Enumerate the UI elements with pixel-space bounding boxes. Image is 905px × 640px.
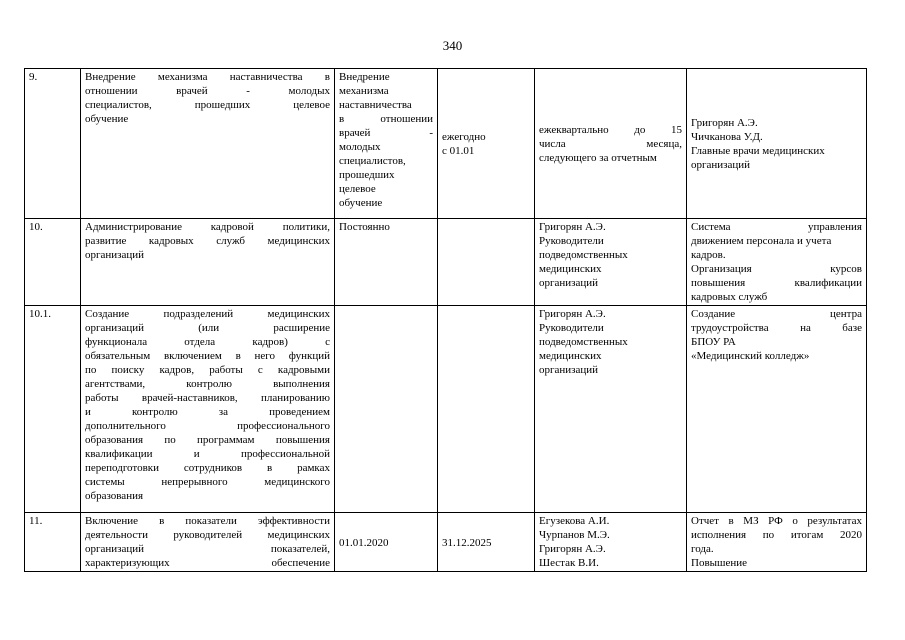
text-line: Григорян А.Э. <box>539 543 606 555</box>
result-cell <box>335 513 438 572</box>
action-cell <box>81 306 335 513</box>
text-line: образования по программам повышения <box>85 434 330 446</box>
end-date-cell <box>535 219 687 306</box>
text-line: Включение в показатели эффективности <box>85 515 330 527</box>
text-line: Чурпанов М.Э. <box>539 529 610 541</box>
text-line: «Медицинский колледж» <box>691 350 810 362</box>
text-line: трудоустройства на базе <box>691 322 862 334</box>
text-line: специалистов, <box>339 155 406 167</box>
text-line: организаций <box>539 277 599 289</box>
text-line: развитие кадровых служб медицинских <box>85 235 330 247</box>
text-line: медицинских <box>539 350 602 362</box>
text-line: числа месяца, <box>539 138 682 150</box>
text-line: ежегодно <box>442 131 486 143</box>
text-line: 01.01.2020 <box>339 536 389 549</box>
action-cell <box>81 513 335 572</box>
text-line: движением персонала и учета <box>691 235 832 247</box>
responsible-cell <box>687 306 867 513</box>
text-line: Создание подразделений медицинских <box>85 308 330 320</box>
text-line: следующего за отчетным <box>539 152 657 164</box>
text-line: подведомственных <box>539 249 628 261</box>
text-line: работы врачей-наставников, планированию <box>85 392 330 404</box>
page-number: 340 <box>442 38 463 53</box>
text-line: Внедрение механизма наставничества в <box>85 71 330 83</box>
text-line: медицинских <box>539 263 602 275</box>
text-line: обучение <box>339 197 383 209</box>
text-line: 31.12.2025 <box>442 536 492 549</box>
responsible-cell <box>687 219 867 306</box>
text-line: обучение <box>85 113 129 125</box>
text-line: ежеквартально до 15 <box>539 124 682 136</box>
text-line: Система управления <box>691 221 862 233</box>
text-line: врачей - <box>339 127 433 139</box>
row-number: 10. <box>25 219 81 306</box>
text-line: в отношении <box>339 113 433 125</box>
text-line: дополнительного профессионального <box>85 420 330 432</box>
end-date-cell <box>535 513 687 572</box>
text-line: кадровых служб <box>691 291 768 303</box>
text-line: организаций <box>539 364 599 376</box>
text-line: Главные врачи медицинских <box>691 145 825 157</box>
text-line: прошедших <box>339 169 395 181</box>
text-line: Отчет в МЗ РФ о результатах <box>691 515 862 527</box>
text-line: организаций показателей, <box>85 543 330 555</box>
text-line: Администрирование кадровой политики, <box>85 221 330 233</box>
text-line: квалификации и профессиональной <box>85 448 330 460</box>
responsible-cell <box>687 513 867 572</box>
table-row <box>25 219 867 306</box>
text-line: по поиску кадров, работы с кадровыми <box>85 364 330 376</box>
result-cell <box>335 306 438 513</box>
text-line: наставничества <box>339 99 412 111</box>
end-date-cell <box>535 69 687 219</box>
text-line: отношении врачей - молодых <box>85 85 330 97</box>
text-line: подведомственных <box>539 336 628 348</box>
text-line: Шестак В.И. <box>539 557 599 569</box>
text-line: Создание центра <box>691 308 862 320</box>
text-line: организаций <box>85 249 145 261</box>
responsible-cell <box>687 69 867 219</box>
text-line: Егузекова А.И. <box>539 515 610 527</box>
text-line: Григорян А.Э. <box>539 308 606 320</box>
text-line: кадров. <box>691 249 726 261</box>
result-cell <box>335 69 438 219</box>
table-row <box>25 69 867 219</box>
text-line: Чичканова У.Д. <box>691 131 763 143</box>
text-line: Григорян А.Э. <box>691 117 758 129</box>
text-line: повышения квалификации <box>691 277 862 289</box>
text-line: механизма <box>339 85 389 97</box>
text-line: года. <box>691 543 714 555</box>
plan-table <box>24 68 867 572</box>
row-number: 11. <box>25 513 81 572</box>
start-date-cell <box>438 513 535 572</box>
text-line: Постоянно <box>339 221 390 233</box>
table-row <box>25 306 867 513</box>
action-cell <box>81 69 335 219</box>
text-line: Руководители <box>539 235 604 247</box>
table-row <box>25 513 867 572</box>
text-line: системы непрерывного медицинского <box>85 476 330 488</box>
text-line: организаций (или расширение <box>85 322 330 334</box>
end-date-cell <box>535 306 687 513</box>
result-cell <box>335 219 438 306</box>
text-line: БПОУ РА <box>691 336 736 348</box>
text-line: молодых <box>339 141 381 153</box>
text-line: функционала отдела кадров) с <box>85 336 330 348</box>
start-date-cell <box>438 306 535 513</box>
text-line: образования <box>85 490 144 502</box>
text-line: специалистов, прошедших целевое <box>85 99 330 111</box>
row-number: 10.1. <box>25 306 81 513</box>
text-line: деятельности руководителей медицинских <box>85 529 330 541</box>
text-line: Руководители <box>539 322 604 334</box>
text-line: исполнения по итогам 2020 <box>691 529 862 541</box>
text-line: и контролю за проведением <box>85 406 330 418</box>
row-number: 9. <box>25 69 81 219</box>
text-line: агентствами, контролю выполнения <box>85 378 330 390</box>
text-line: Повышение <box>691 557 748 569</box>
text-line: Внедрение <box>339 71 390 83</box>
text-line: обязательным включением в него функций <box>85 350 330 362</box>
start-date-cell <box>438 69 535 219</box>
start-date-cell <box>438 219 535 306</box>
text-line: Григорян А.Э. <box>539 221 606 233</box>
text-line: Организация курсов <box>691 263 862 275</box>
action-cell <box>81 219 335 306</box>
text-line: переподготовки сотрудников в рамках <box>85 462 330 474</box>
text-line: организаций <box>691 159 751 171</box>
text-line: с 01.01 <box>442 145 475 157</box>
text-line: целевое <box>339 183 376 195</box>
text-line: характеризующих обеспечение <box>85 557 330 569</box>
